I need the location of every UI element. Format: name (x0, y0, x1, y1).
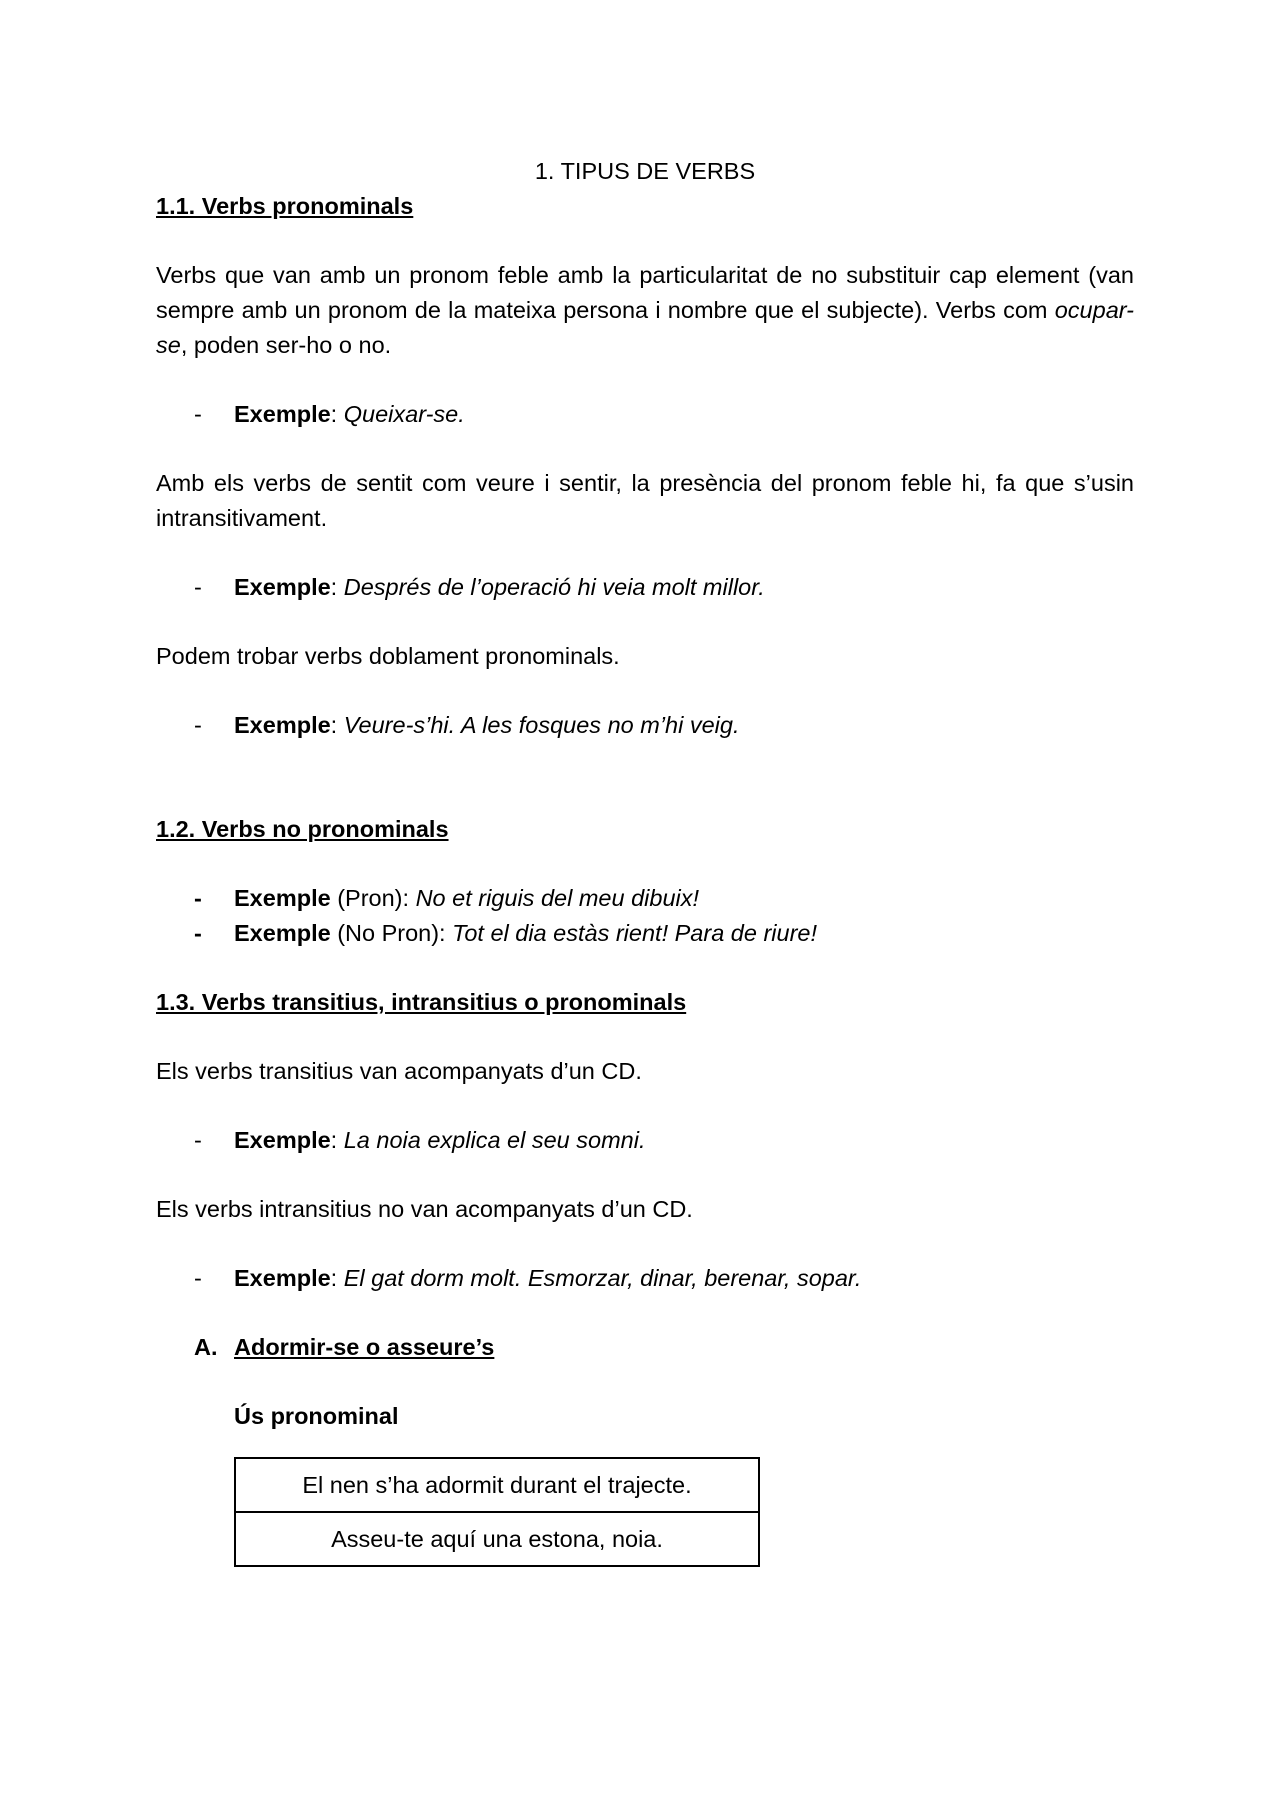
bullet-dash: - (194, 712, 202, 738)
table-cell: El nen s’ha adormit durant el trajecte. (235, 1458, 759, 1512)
subsection-a-heading: A. Adormir-se o asseure’s (156, 1330, 1134, 1365)
section-heading-1-1: 1.1. Verbs pronominals (156, 193, 414, 219)
example-item: - Exemple: Després de l’operació hi veia molt millor. (156, 570, 1134, 605)
examples-table (234, 1457, 760, 1567)
paragraph-intransitive: Els verbs intransitius no van acompanyats d’un CD. (156, 1196, 693, 1222)
list-marker: A. (194, 1334, 218, 1360)
example-item: - Exemple: Queixar-se. (156, 397, 1134, 432)
table-row (235, 1458, 759, 1512)
paragraph-sense-verbs: Amb els verbs de sentit com veure i sentir, la presència del pronom feble hi, fa que s’usin intransitivament. (156, 470, 1134, 531)
section-heading-1-3: 1.3. Verbs transitius, intransitius o pronominals (156, 989, 687, 1015)
bullet-dash: - (194, 1265, 202, 1291)
table-cell: Asseu-te aquí una estona, noia. (235, 1512, 759, 1566)
bullet-dash: - (194, 1127, 202, 1153)
bullet-dash: - (194, 574, 202, 600)
example-item: - Exemple: Veure-s’hi. A les fosques no m’hi veig. (156, 708, 1134, 743)
paragraph-transitive: Els verbs transitius van acompanyats d’un CD. (156, 1058, 642, 1084)
paragraph-double-pronominal: Podem trobar verbs doblament pronominals. (156, 643, 620, 669)
bullet-dash: - (194, 920, 202, 946)
table-row (235, 1512, 759, 1566)
example-item: - Exemple: La noia explica el seu somni. (156, 1123, 1134, 1158)
paragraph-pronominals-definition: Verbs que van amb un pronom feble amb la particularitat de no substituir cap element (van sempre amb un pronom de la mateixa persona i nombre que el subjecte). Verbs com ocupar-se, poden ser-ho o no. (156, 262, 1134, 358)
bullet-dash: - (194, 401, 202, 427)
bullet-dash: - (194, 885, 202, 911)
example-item: - Exemple: El gat dorm molt. Esmorzar, dinar, berenar, sopar. (156, 1261, 1134, 1296)
document-page (156, 154, 1134, 1567)
section-heading-1-2: 1.2. Verbs no pronominals (156, 816, 449, 842)
example-item: - Exemple (Pron): No et riguis del meu dibuix! (156, 881, 1134, 916)
example-item: - Exemple (No Pron): Tot el dia estàs rient! Para de riure! (156, 916, 1134, 951)
document-title: 1. TIPUS DE VERBS (534, 158, 756, 184)
usage-heading: Ús pronominal (234, 1403, 399, 1429)
